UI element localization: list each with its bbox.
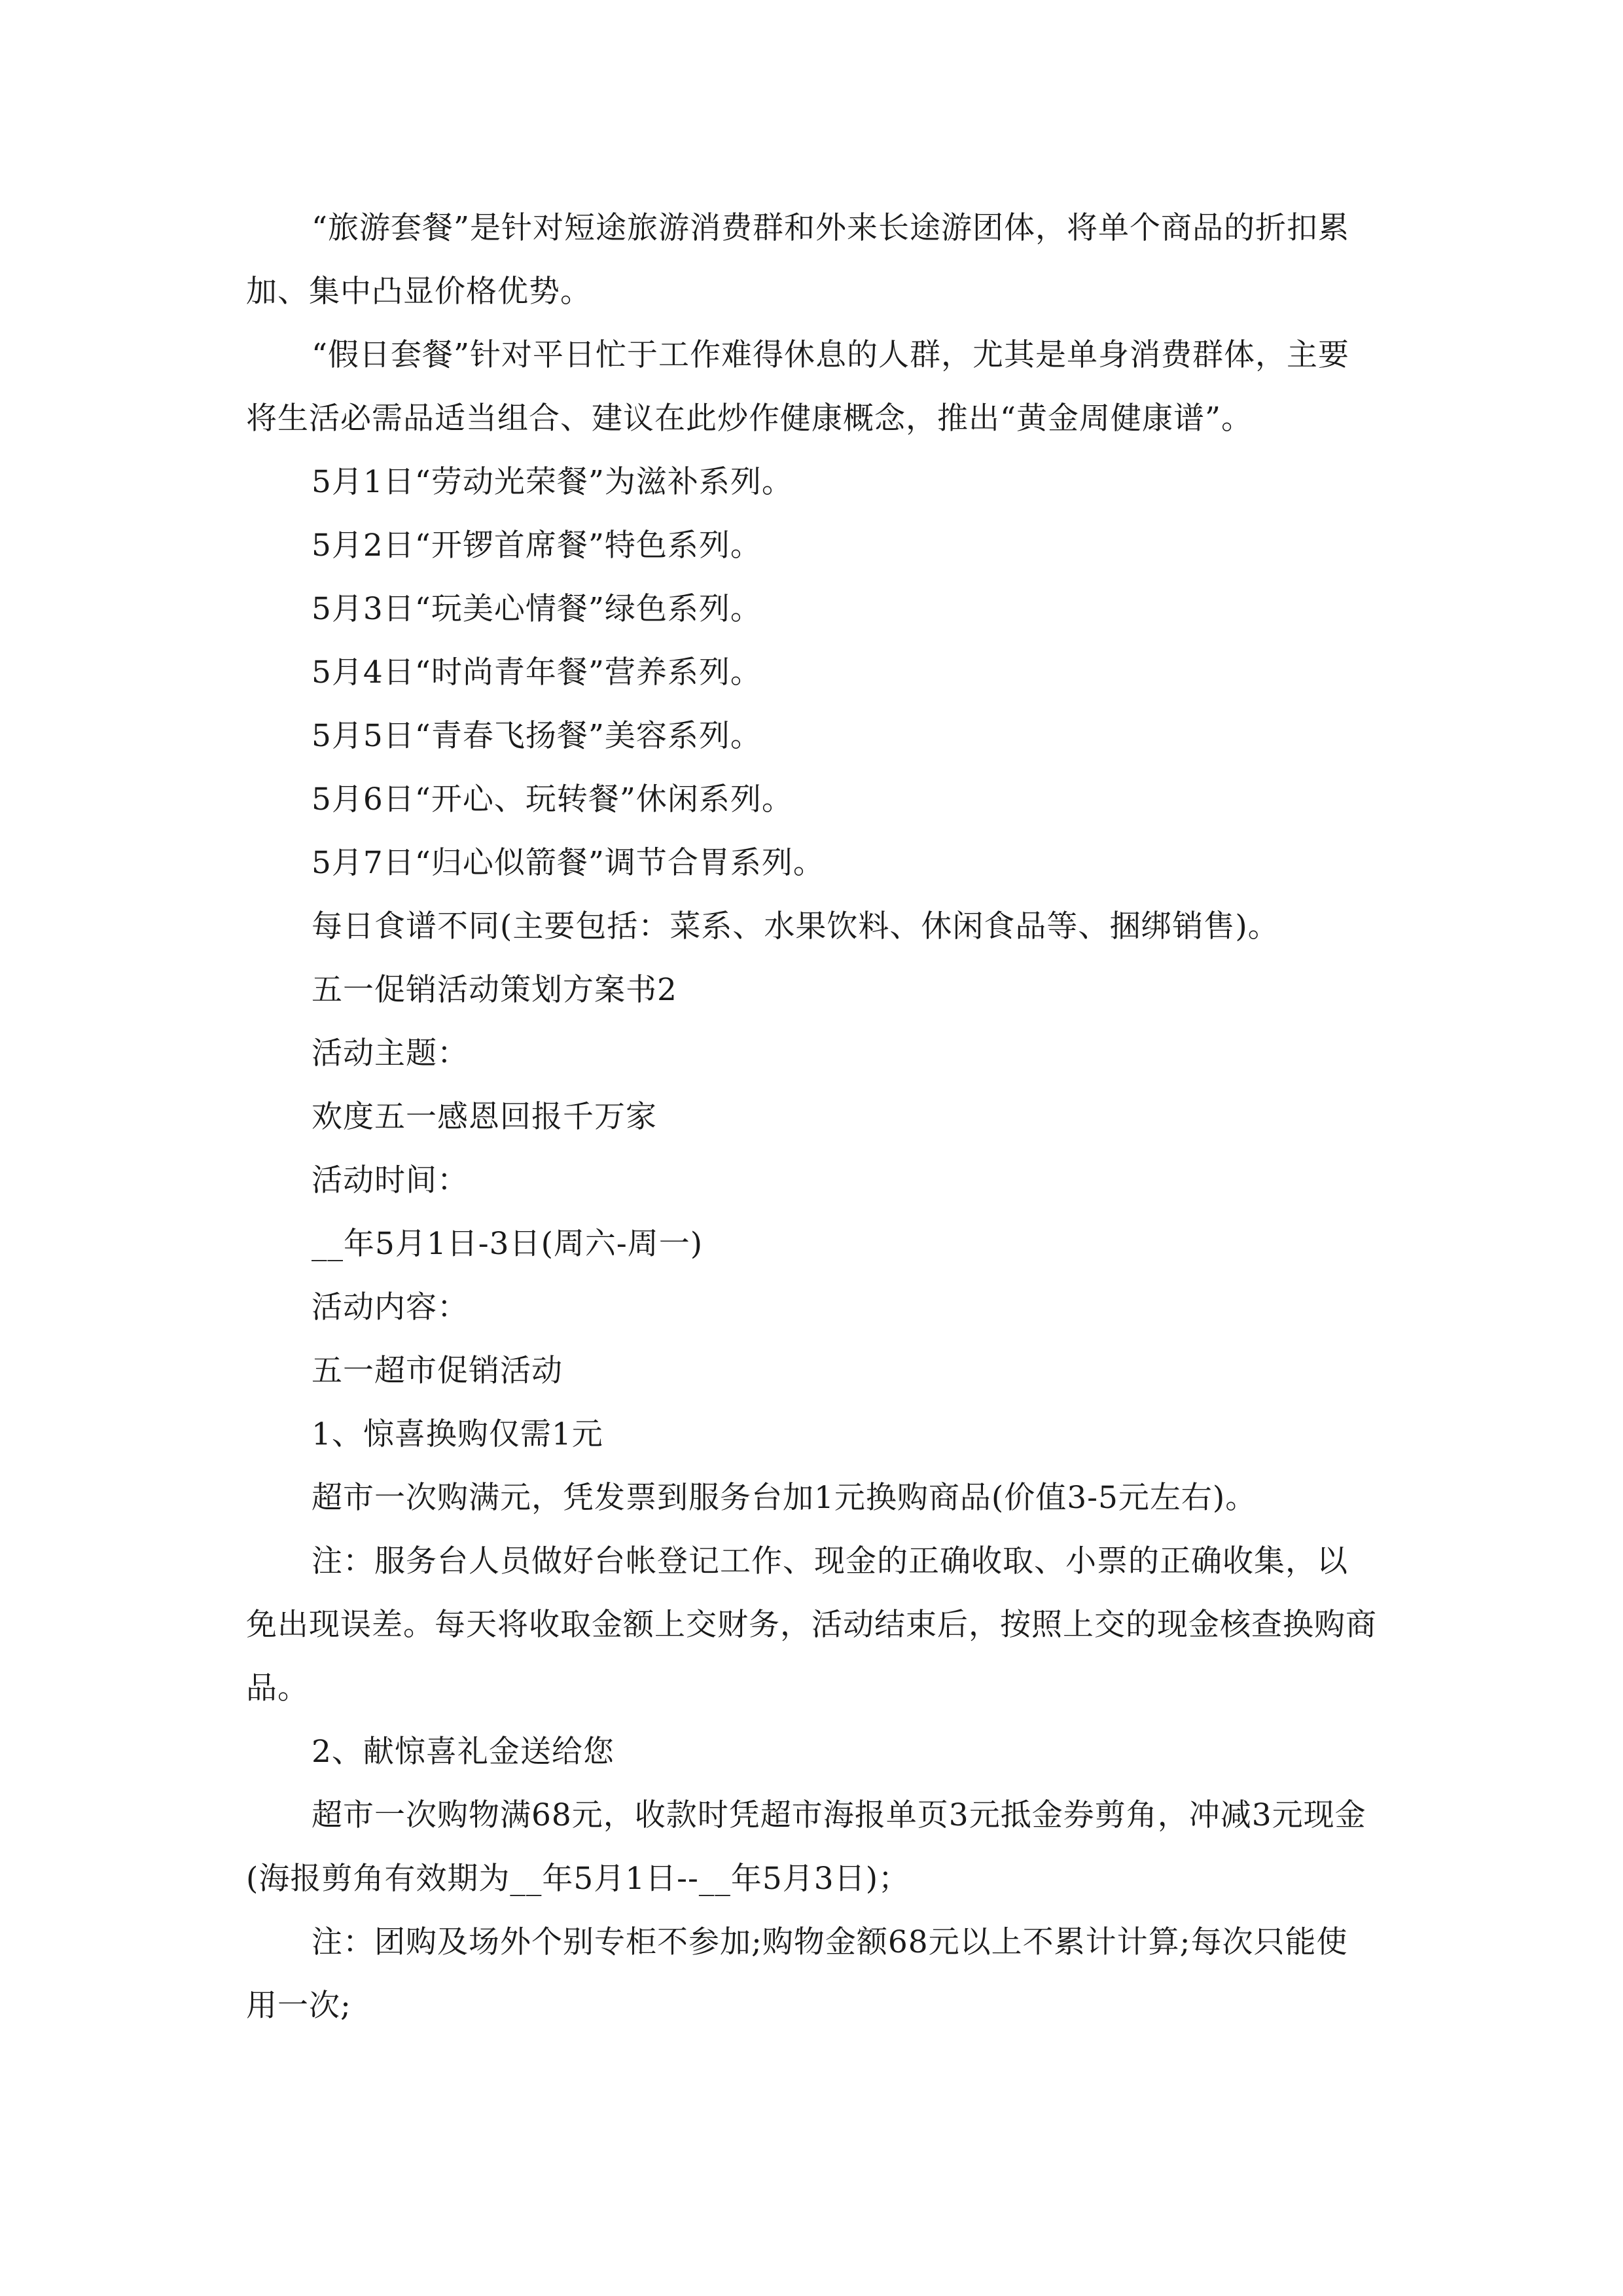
item-2-body: 超市一次购物满68元，收款时凭超市海报单页3元抵金券剪角，冲减3元现金(海报剪角有效期为__年5月1日--__年5月3日)； [246, 1797, 1366, 1897]
paragraph-may-1: 5月1日“劳动光荣餐”为滋补系列。 [312, 464, 793, 500]
item-1-heading: 1、惊喜换购仅需1元 [312, 1416, 603, 1452]
activity-theme-text: 欢度五一感恩回报千万家 [312, 1099, 657, 1135]
paragraph-holiday-package: “假日套餐”针对平日忙于工作难得休息的人群，尤其是单身消费群体，主要将生活必需品适当组合、建议在此炒作健康概念，推出“黄金周健康谱”。 [246, 337, 1350, 437]
paragraph-may-3: 5月3日“玩美心情餐”绿色系列。 [312, 591, 762, 627]
paragraph-may-7: 5月7日“归心似箭餐”调节合胃系列。 [312, 845, 825, 881]
paragraph-may-4: 5月4日“时尚青年餐”营养系列。 [312, 655, 762, 691]
document-body [246, 196, 1378, 2037]
paragraph-may-6: 5月6日“开心、玩转餐”休闲系列。 [312, 781, 793, 817]
paragraph-daily-menu: 每日食谱不同(主要包括：菜系、水果饮料、休闲食品等、捆绑销售)。 [312, 908, 1279, 944]
section-title-plan-2: 五一促销活动策划方案书2 [312, 972, 677, 1008]
item-2-heading: 2、献惊喜礼金送给您 [312, 1734, 615, 1770]
heading-activity-content: 活动内容： [312, 1289, 469, 1325]
item-1-note: 注：服务台人员做好台帐登记工作、现金的正确收取、小票的正确收集，以免出现误差。每天将收取金额上交财务，活动结束后，按照上交的现金核查换购商品。 [246, 1543, 1377, 1706]
paragraph-travel-package: “旅游套餐”是针对短途旅游消费群和外来长途游团体，将单个商品的折扣累加、集中凸显价格优势。 [246, 210, 1350, 310]
heading-activity-theme: 活动主题： [312, 1035, 469, 1071]
paragraph-may-5: 5月5日“青春飞扬餐”美容系列。 [312, 718, 762, 754]
item-2-note: 注：团购及场外个别专柜不参加;购物金额68元以上不累计计算;每次只能使用一次; [246, 1924, 1348, 2024]
item-1-body: 超市一次购满元，凭发票到服务台加1元换购商品(价值3-5元左右)。 [312, 1480, 1257, 1516]
paragraph-may-2: 5月2日“开锣首席餐”特色系列。 [312, 528, 762, 564]
heading-activity-time: 活动时间： [312, 1162, 469, 1198]
activity-time-text: __年5月1日-3日(周六-周一) [312, 1226, 704, 1262]
supermarket-promotion-title: 五一超市促销活动 [312, 1353, 563, 1389]
